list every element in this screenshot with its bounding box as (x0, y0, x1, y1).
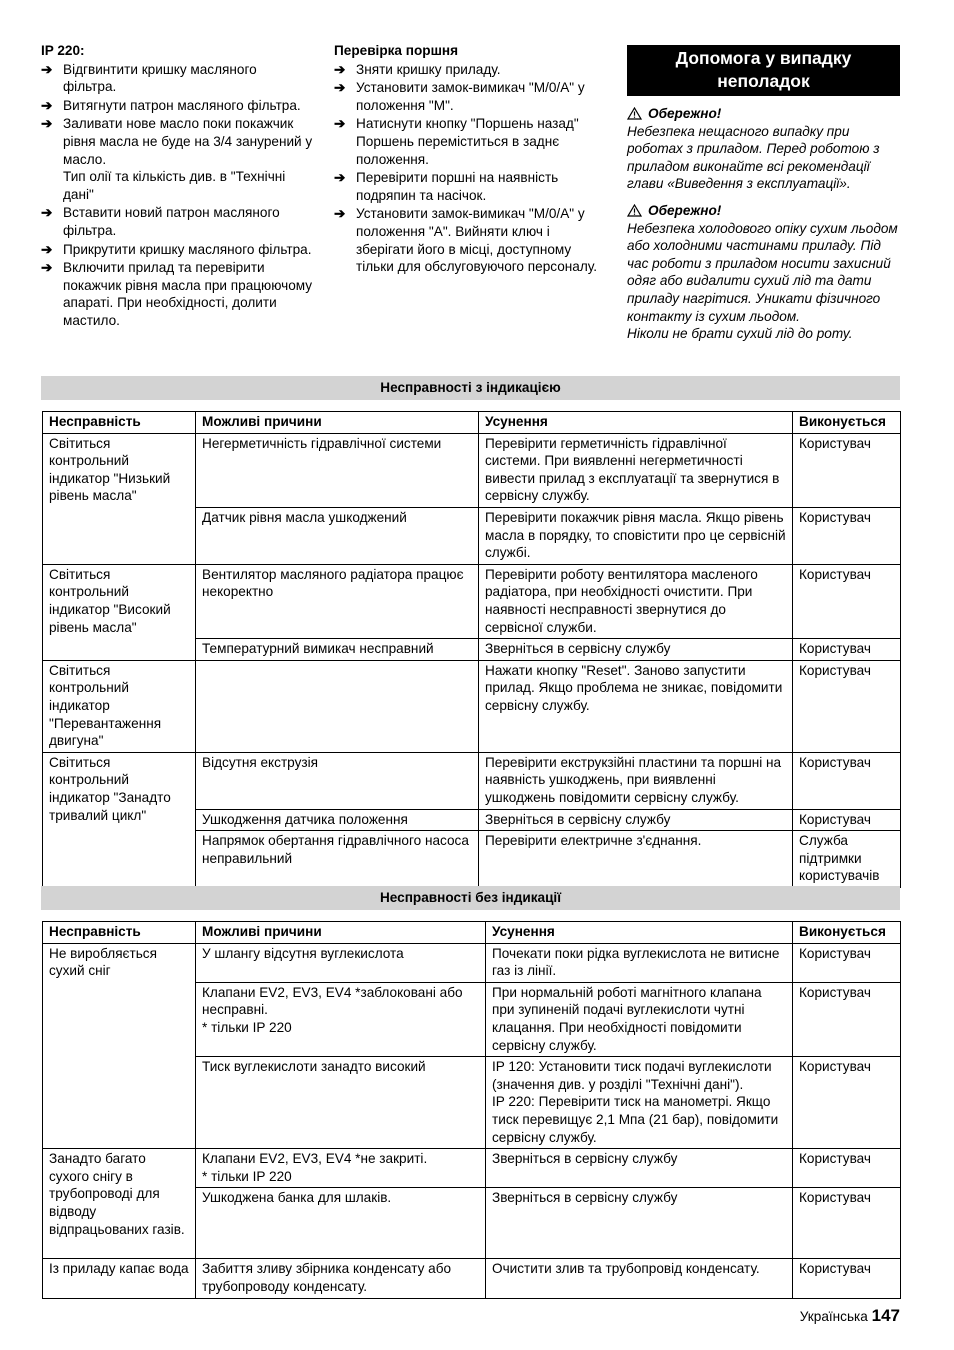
table-row (43, 752, 901, 809)
step-text: Заливати нове масло поки покажчик рівня масла не буде на 3/4 занурений у масло. (63, 116, 313, 167)
cause-cell: Забиття зливу збірника конденсату або трубопроводу конденсату. (196, 1259, 486, 1298)
table-header-row (43, 922, 901, 944)
page-number: 147 (871, 1306, 900, 1325)
header-remedy: Усунення (479, 412, 793, 434)
remedy-cell: Очистити злив та трубопровід конденсату. (486, 1259, 793, 1298)
warning-icon (627, 204, 642, 217)
step-text: Установити замок-вимикач "M/0/A" у положення "M". (356, 80, 585, 113)
troubleshooting-intro (627, 42, 900, 343)
step-item (334, 205, 606, 275)
cause-cell: Клапани EV2, EV3, EV4 *заблоковані або несправні. * тільки IP 220 (196, 982, 486, 1056)
by-whom-cell: Служба підтримки користувачів (793, 831, 901, 888)
caution-label: Обережно! (648, 106, 722, 121)
arrow-right-icon: ➔ (41, 205, 53, 221)
fault-cell: Світиться контрольний індикатор "Занадто тривалий цикл" (43, 752, 196, 887)
step-text: Витягнути патрон масляного фільтра. (63, 97, 301, 113)
cause-cell: У шлангу відсутня вуглекислота (196, 943, 486, 982)
remedy-cell: Зверніться в сервісну службу (479, 809, 793, 831)
caution-label: Обережно! (648, 202, 722, 218)
table-row (43, 943, 901, 982)
header-fault: Несправність (43, 922, 196, 944)
step-list (334, 61, 606, 276)
by-whom-cell: Користувач (793, 433, 901, 507)
remedy-cell: Перевірити екструкзійні пластини та поршні на наявність ушкоджень, при виявленні ушкоджень повідомити сервісну службу. (479, 752, 793, 809)
step-item (334, 61, 606, 79)
step-text: Відгвинтити кришку масляного фільтра. (63, 61, 257, 95)
by-whom-cell: Користувач (793, 1259, 901, 1298)
cause-cell: Напрямок обертання гідравлічного насоса неправильний (196, 831, 479, 888)
by-whom-cell: Користувач (793, 752, 901, 809)
by-whom-cell: Користувач (793, 1057, 901, 1149)
caution-text: Небезпека холодового опіку сухим льодом або холодними частинами приладу. Під час роботи з приладом носити захисний одяг або видалити сухий лід та дати приладу нагрітися. Уникати фізичного контакту із сухим льодом. (627, 220, 898, 324)
chapter-title: Допомога у випадку неполадок (627, 45, 900, 96)
step-text: Включити прилад та перевірити покажчик рівня масла при працюючому апараті. При необхідності, долити мастило. (63, 260, 313, 328)
arrow-right-icon: ➔ (41, 116, 53, 132)
caution-text: Ніколи не брати сухий лід до роту. (627, 326, 853, 342)
footer-language: Українська (799, 1309, 868, 1324)
cause-cell: Ушкоджена банка для шлаків. (196, 1188, 486, 1259)
cause-cell: Клапани EV2, EV3, EV4 *не закриті. * тільки IP 220 (196, 1149, 486, 1188)
by-whom-cell: Користувач (793, 1188, 901, 1259)
by-whom-cell: Користувач (793, 660, 901, 752)
remedy-cell: IP 120: Установити тиск подачі вуглекислоти (значення див. у розділі "Технічні дані"). IP 220: Перевірити тиск на манометрі. Якщо тиск перевищує 2,1 Мпа (21 бар), повідомити сервісну службу. (486, 1057, 793, 1149)
step-list (41, 61, 313, 330)
remedy-cell: Почекати поки рідка вуглекислота не витисне газ із лінії. (486, 943, 793, 982)
step-item (334, 115, 606, 168)
section-title-with-indication: Несправності з індикацією (41, 376, 900, 400)
header-by-whom: Виконується (793, 412, 901, 434)
table-row (43, 1149, 901, 1188)
cause-cell (196, 660, 479, 752)
section-heading: IP 220: (41, 43, 85, 58)
remedy-cell: Перевірити покажчик рівня масла. Якщо рівень масла в порядку, то сповістити про це сервісній службі. (479, 507, 793, 564)
remedy-cell: Нажати кнопку "Reset". Заново запустити прилад. Якщо проблема не зникає, повідомити сервісну службу. (479, 660, 793, 752)
step-text: Натиснути кнопку "Поршень назад" Поршень переміститься в заднє положення. (356, 116, 579, 167)
by-whom-cell: Користувач (793, 943, 901, 982)
arrow-right-icon: ➔ (334, 80, 346, 96)
cause-cell: Тиск вуглекислоти занадто високий (196, 1057, 486, 1149)
cause-cell: Датчик рівня масла ушкоджений (196, 507, 479, 564)
header-by-whom: Виконується (793, 922, 901, 944)
cause-cell: Відсутня екструзія (196, 752, 479, 809)
arrow-right-icon: ➔ (41, 97, 53, 113)
remedy-cell: Перевірити герметичність гідравлічної системи. При виявленні негерметичності вивести прилад з експлуатації та звернутися в сервісну службу. (479, 433, 793, 507)
caution-block (627, 202, 900, 343)
step-item (334, 79, 606, 114)
table-row (43, 1259, 901, 1298)
fault-cell: Світиться контрольний індикатор "Низький рівень масла" (43, 433, 196, 564)
fault-cell: Світиться контрольний індикатор "Високий рівень масла" (43, 564, 196, 660)
cause-cell: Ушкодження датчика положення (196, 809, 479, 831)
oil-filter-section (41, 42, 313, 331)
page-footer (800, 1307, 900, 1326)
header-fault: Несправність (43, 412, 196, 434)
piston-check-section (334, 42, 606, 277)
by-whom-cell: Користувач (793, 982, 901, 1056)
step-text: Зняти кришку приладу. (356, 61, 501, 77)
fault-cell: Світиться контрольний індикатор "Перевантаження двигуна" (43, 660, 196, 752)
step-text: Прикрутити кришку масляного фільтра. (63, 241, 312, 257)
caution-text: Небезпека нещасного випадку при роботах з приладом. Перед роботою з приладом виконайте всі рекомендації глави «Виведення з експлуатації». (627, 123, 880, 192)
arrow-right-icon: ➔ (41, 260, 53, 276)
step-text: Тип олії та кількість див. в "Технічні дані" (63, 169, 286, 202)
step-item (41, 115, 313, 203)
by-whom-cell: Користувач (793, 507, 901, 564)
fault-cell: Із приладу капає вода (43, 1259, 196, 1298)
step-item (334, 169, 606, 204)
table-header-row (43, 412, 901, 434)
step-item (41, 259, 313, 329)
remedy-cell: Перевірити роботу вентилятора масленого радіатора, при необхідності очистити. При наявності несправності звернутися до сервісної служби. (479, 564, 793, 638)
arrow-right-icon: ➔ (334, 206, 346, 222)
section-heading: Перевірка поршня (334, 43, 459, 58)
remedy-cell: При нормальній роботі магнітного клапана при зупиненій подачі вуглекислоти чутні клацання. При необхідності повідомити сервісну службу. (486, 982, 793, 1056)
header-remedy: Усунення (486, 922, 793, 944)
step-text: Установити замок-вимикач "M/0/A" у положення "A". Вийняти ключ і зберігати його в місці, доступному тільки для обслуговуючого персоналу. (356, 206, 597, 275)
by-whom-cell: Користувач (793, 809, 901, 831)
fault-cell: Занадто багато сухого снігу в трубопроводі для відводу відпрацьованих газів. (43, 1149, 196, 1259)
header-causes: Можливі причини (196, 412, 479, 434)
remedy-cell: Зверніться в сервісну службу (479, 639, 793, 661)
faults-without-indication-table (42, 921, 901, 1299)
cause-cell: Температурний вимикач несправний (196, 639, 479, 661)
section-title-without-indication: Несправності без індикації (41, 886, 900, 910)
step-text: Перевірити поршні на наявність подряпин та насічок. (356, 170, 559, 203)
table-row (43, 564, 901, 638)
remedy-cell: Перевірити електричне з'єднання. (479, 831, 793, 888)
remedy-cell: Зверніться в сервісну службу (486, 1149, 793, 1188)
step-item (41, 241, 313, 259)
by-whom-cell: Користувач (793, 639, 901, 661)
arrow-right-icon: ➔ (334, 61, 346, 77)
by-whom-cell: Користувач (793, 1149, 901, 1188)
cause-cell: Негерметичність гідравлічної системи (196, 433, 479, 507)
table-row (43, 660, 901, 752)
arrow-right-icon: ➔ (41, 61, 53, 77)
cause-cell: Вентилятор масляного радіатора працює некоректно (196, 564, 479, 638)
step-item (41, 204, 313, 239)
arrow-right-icon: ➔ (334, 116, 346, 132)
step-item (41, 61, 313, 96)
warning-icon (627, 107, 642, 120)
caution-block (627, 105, 900, 193)
fault-cell: Не виробляється сухий сніг (43, 943, 196, 1149)
faults-with-indication-table (42, 411, 901, 888)
remedy-cell: Зверніться в сервісну службу (486, 1188, 793, 1259)
arrow-right-icon: ➔ (41, 241, 53, 257)
by-whom-cell: Користувач (793, 564, 901, 638)
step-item (41, 97, 313, 115)
arrow-right-icon: ➔ (334, 170, 346, 186)
header-causes: Можливі причини (196, 922, 486, 944)
step-text: Вставити новий патрон масляного фільтра. (63, 205, 280, 238)
table-row (43, 433, 901, 507)
